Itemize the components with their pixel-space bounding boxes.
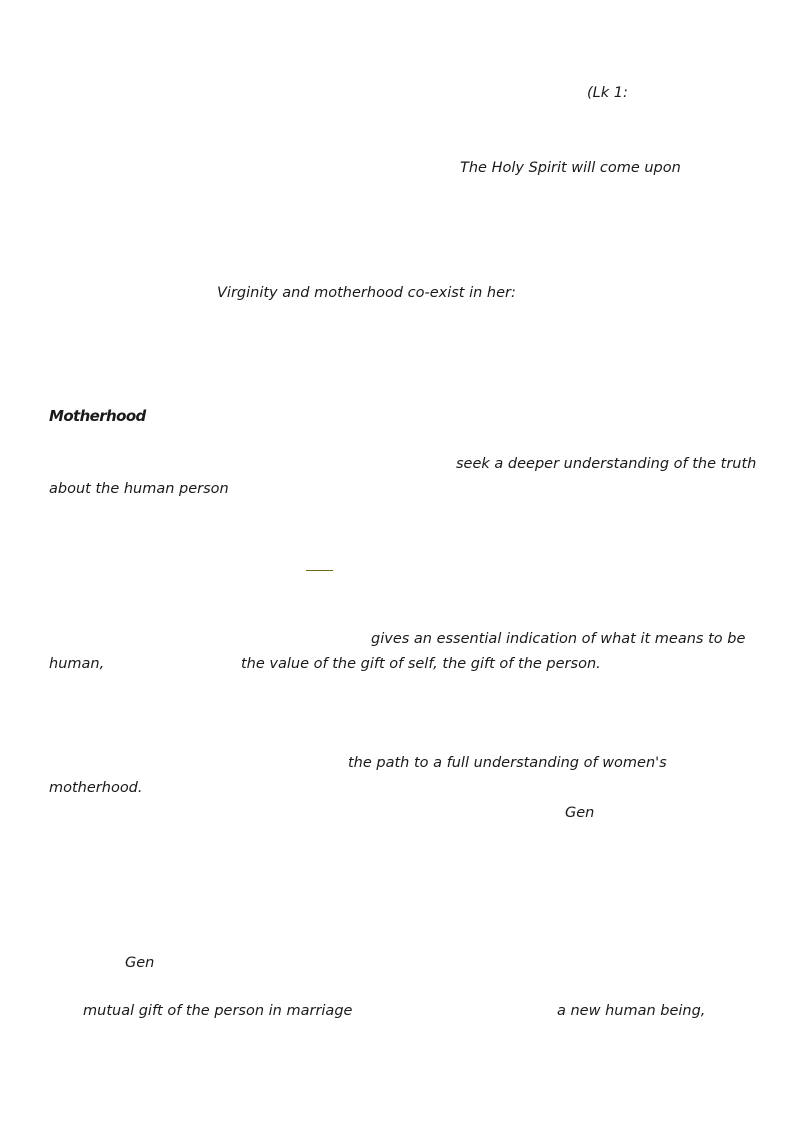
seek-deeper-text: seek a deeper understanding of the truth (456, 456, 757, 472)
gives-indication-text: gives an essential indication of what it means to be (371, 631, 746, 647)
section-heading-motherhood: Motherhood (49, 407, 146, 425)
lk-reference: (Lk 1: (587, 85, 628, 101)
motherhood-line-text: motherhood. (49, 780, 143, 796)
value-gift-text: the value of the gift of self, the gift of the person. (241, 656, 601, 672)
gen-reference-1: Gen (565, 805, 595, 821)
gen-reference-2: Gen (125, 955, 155, 971)
holy-spirit-text: The Holy Spirit will come upon (460, 160, 681, 176)
human-text: human, (49, 656, 105, 672)
mutual-gift-text: mutual gift of the person in marriage (83, 1003, 353, 1019)
path-understanding-text: the path to a full understanding of women's (348, 755, 667, 771)
footnote-rule (306, 570, 333, 571)
new-human-text: a new human being, (557, 1003, 706, 1019)
about-human-text: about the human person (49, 481, 229, 497)
virginity-text: Virginity and motherhood co-exist in her: (217, 285, 516, 301)
